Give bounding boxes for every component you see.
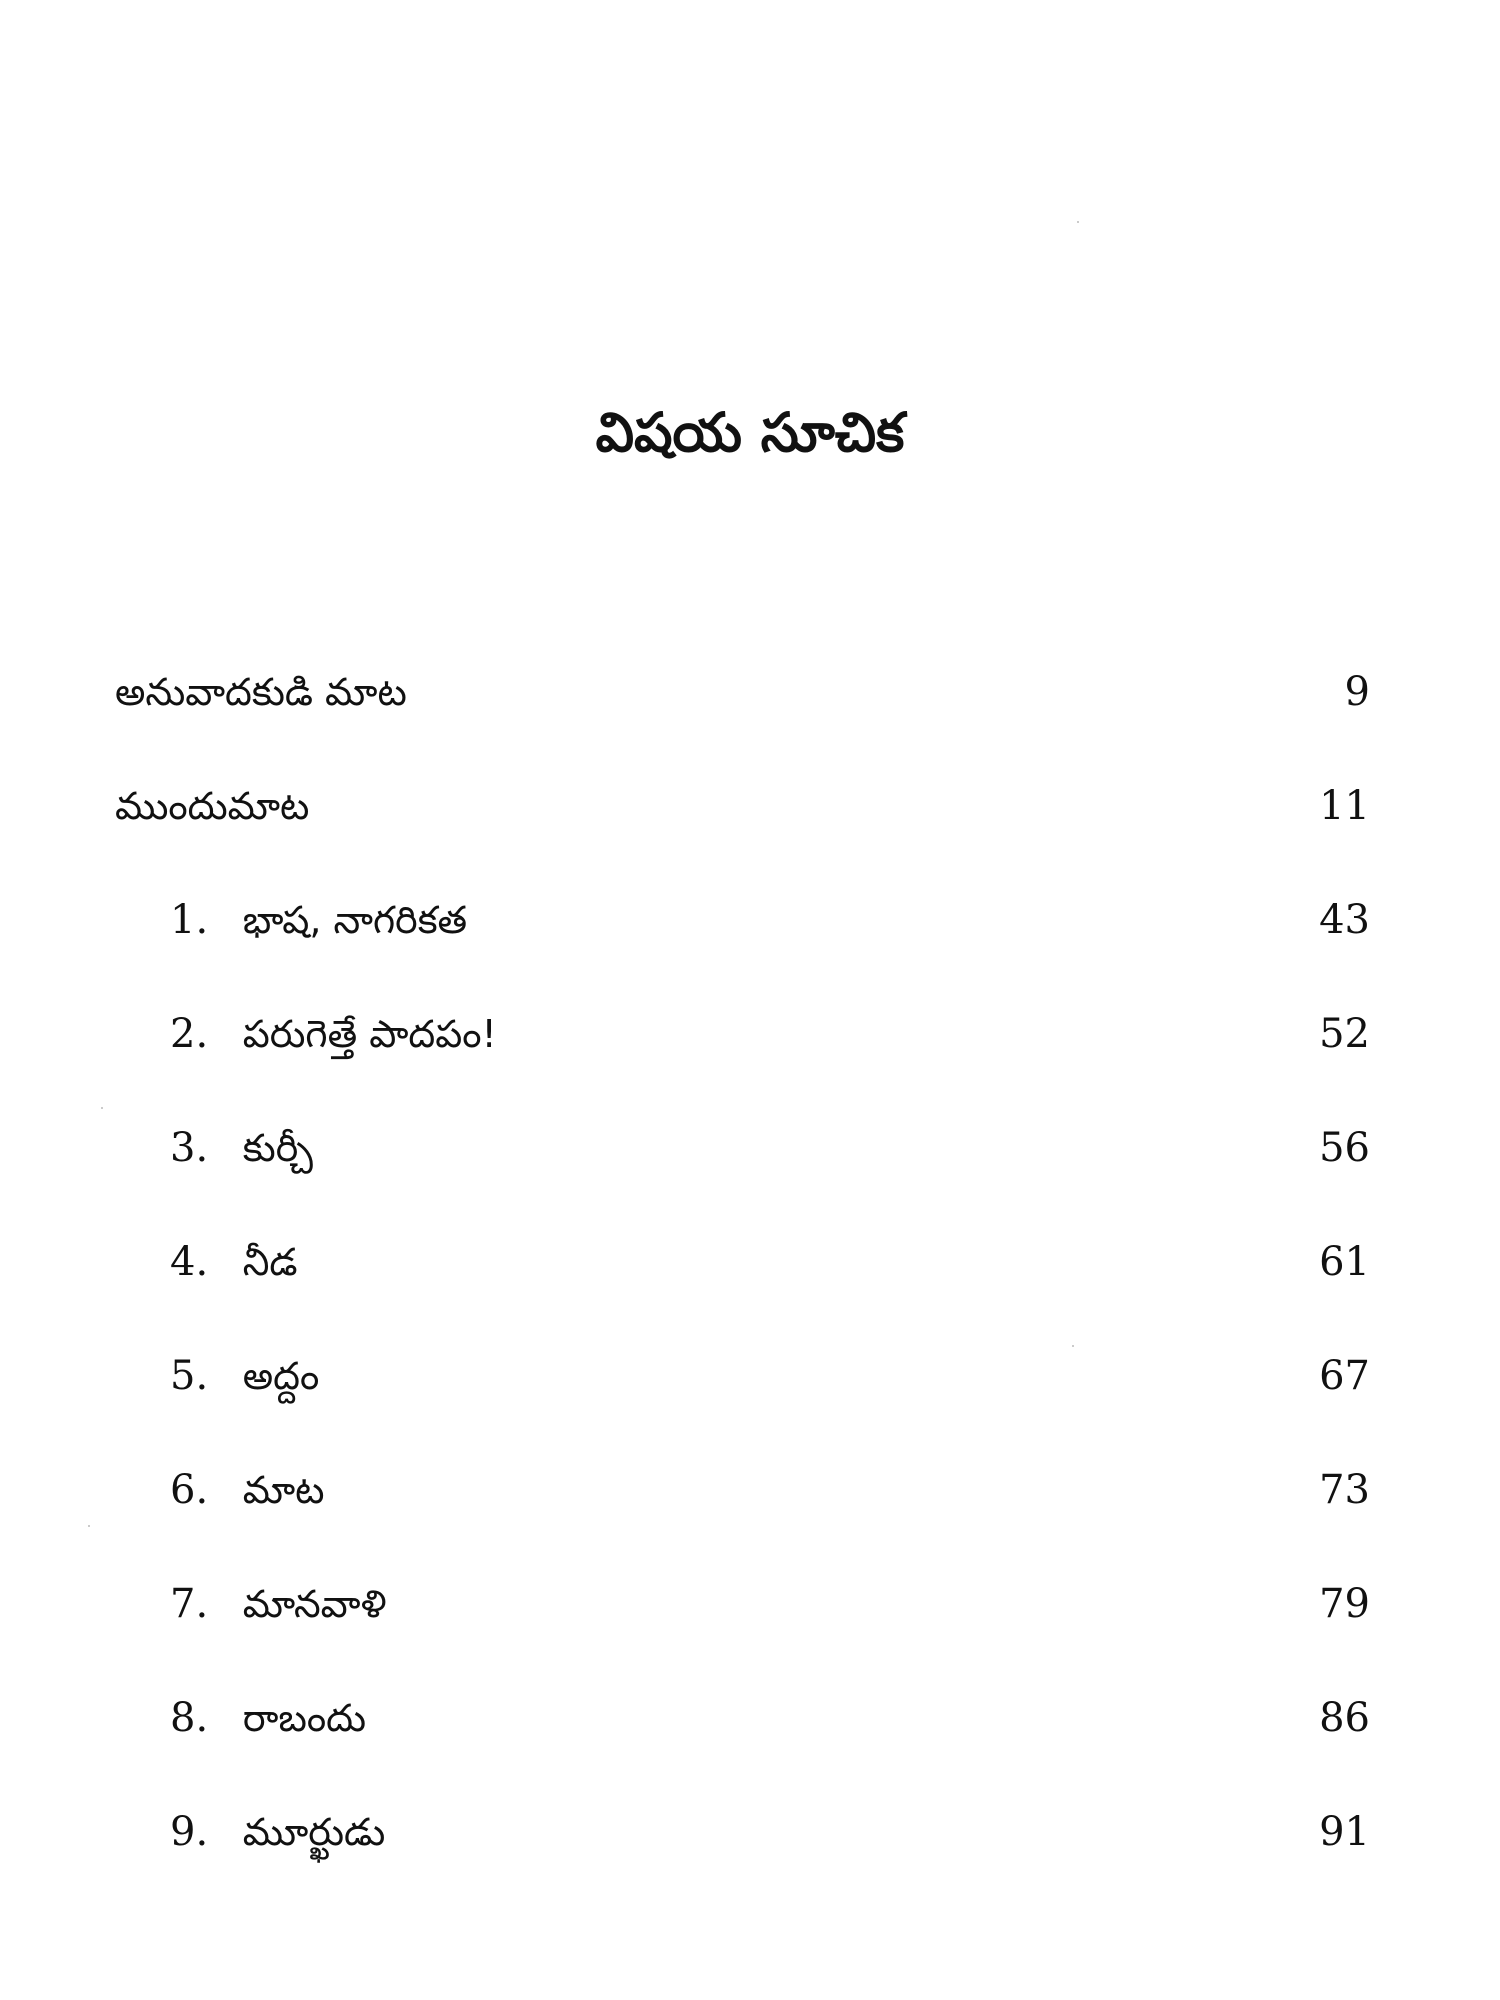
page-title: విషయ సూచిక [595, 401, 905, 465]
toc-entry-chapter-1 [0, 890, 1500, 950]
toc-entry-foreword [0, 776, 1500, 836]
toc-entry-number: 3. [170, 1125, 209, 1171]
paper-speck [1077, 221, 1079, 223]
toc-entry-title: మూర్ఖుడు [242, 1810, 386, 1854]
toc-entry-page: 61 [1319, 1239, 1370, 1285]
toc-entry-title: మానవాళి [242, 1582, 387, 1626]
toc-entry-number: 5. [170, 1353, 209, 1399]
toc-entry-page: 67 [1319, 1353, 1370, 1399]
toc-entry-page: 52 [1319, 1011, 1370, 1057]
toc-entry-page: 43 [1319, 897, 1370, 943]
toc-entry-number: 8. [170, 1695, 209, 1741]
toc-entry-number: 4. [170, 1239, 209, 1285]
toc-entry-title: మాట [242, 1468, 325, 1512]
toc-entry-chapter-9 [0, 1802, 1500, 1862]
toc-entry-page: 91 [1319, 1809, 1370, 1855]
toc-entry-number: 2. [170, 1011, 209, 1057]
paper-speck [88, 1525, 90, 1527]
toc-entry-chapter-4 [0, 1232, 1500, 1292]
toc-entry-page: 11 [1319, 783, 1370, 829]
toc-entry-number: 1. [170, 897, 209, 943]
toc-entry-page: 56 [1319, 1125, 1370, 1171]
toc-entry-page: 73 [1319, 1467, 1370, 1513]
toc-entry-chapter-3 [0, 1118, 1500, 1178]
toc-entry-page: 9 [1344, 669, 1370, 715]
toc-entry-chapter-5 [0, 1346, 1500, 1406]
toc-entry-chapter-2 [0, 1004, 1500, 1064]
paper-speck [1072, 1345, 1074, 1347]
paper-speck [101, 1107, 103, 1109]
toc-entry-number: 9. [170, 1809, 209, 1855]
toc-entry-number: 7. [170, 1581, 209, 1627]
toc-entry-title: ముందుమాట [115, 784, 310, 828]
toc-entry-chapter-8 [0, 1688, 1500, 1748]
toc-entry-title: అనువాదకుడి మాట [115, 670, 407, 714]
toc-entry-page: 86 [1319, 1695, 1370, 1741]
toc-entry-number: 6. [170, 1467, 209, 1513]
toc-entry-chapter-6 [0, 1460, 1500, 1520]
toc-entry-title: భాష, నాగరికత [242, 898, 468, 942]
toc-entry-title: పరుగెత్తే పాదపం! [242, 1012, 497, 1056]
toc-entry-title: నీడ [242, 1240, 298, 1284]
toc-entry-chapter-7 [0, 1574, 1500, 1634]
toc-entry-preface-translator [0, 662, 1500, 722]
toc-entry-page: 79 [1319, 1581, 1370, 1627]
toc-entry-title: కుర్చీ [242, 1126, 313, 1170]
toc-entry-title: అద్దం [242, 1354, 320, 1398]
toc-entry-title: రాబందు [242, 1696, 367, 1740]
